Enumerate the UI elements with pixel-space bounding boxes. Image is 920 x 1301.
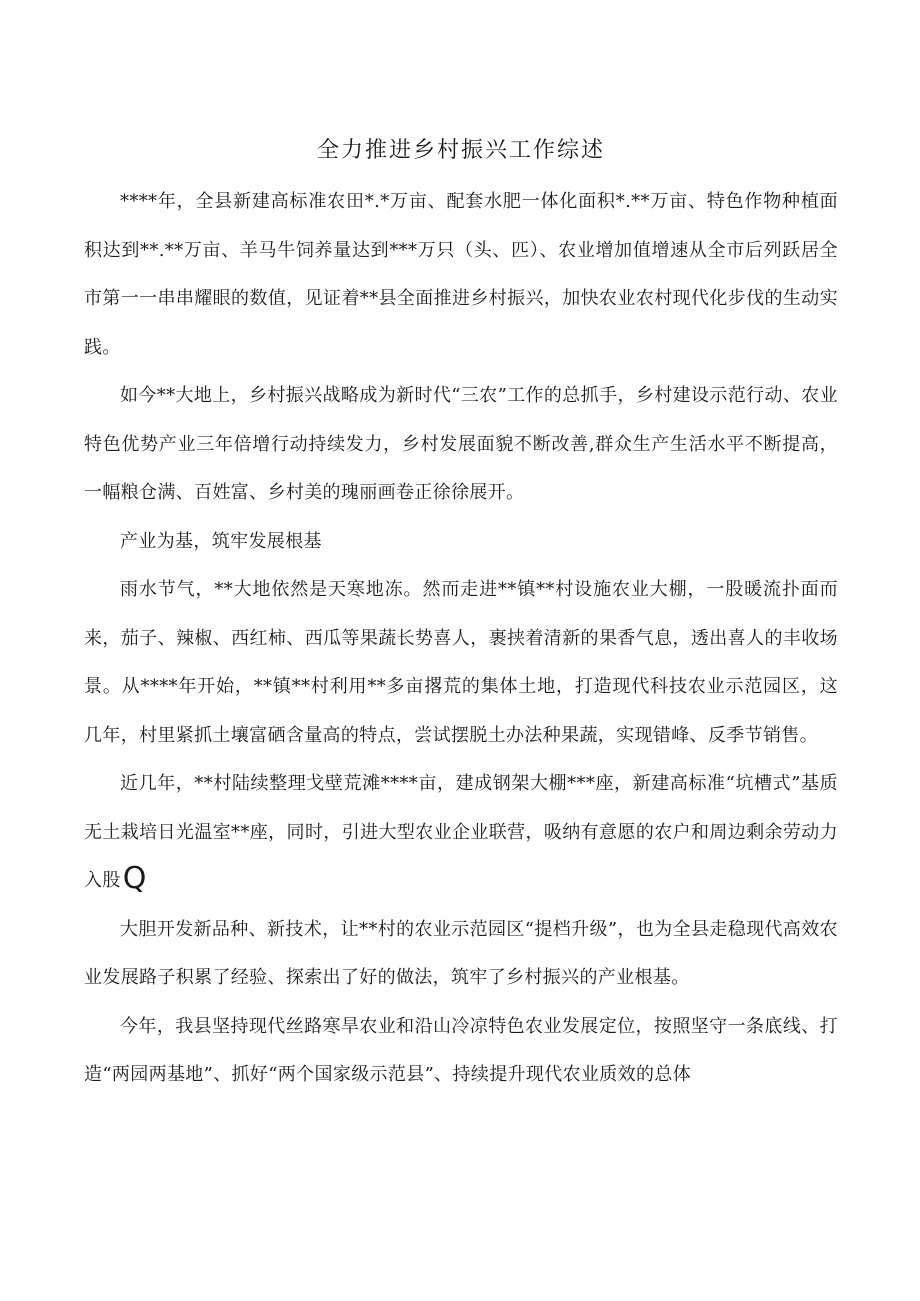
- section-heading-industry: 产业为基，筑牢发展根基: [120, 530, 322, 552]
- paragraph-statistics: ****年，全县新建高标准农田*.*万亩、配套水肥一体化面积*.**万亩、特色作物种植面积达到**.**万亩、羊马牛饲养量达到***万只（头、匹）、农业增加值增速从全市后列跃居全市第一一串串耀眼的数值，见证着**县全面推进乡村振兴，加快农业农村现代化步伐的生动实践。: [84, 191, 838, 358]
- paragraph-greenhouse: 雨水节气，**大地依然是天寒地冻。然而走进**镇**村设施农业大棚，一股暖流扑面而来，茄子、辣椒、西红柿、西瓜等果蔬长势喜人，裹挟着清新的果香气息，透出喜人的丰收场景。从****年开始，**镇**村利用**多亩撂荒的集体土地，打造现代科技农业示范园区，这几年，村里紧抓土壤富硒含量高的特点，尝试摆脱土办法种果蔬，实现错峰、反季节销售。: [84, 579, 838, 746]
- paragraph-new-varieties: 大胆开发新品种、新技术，让**村的农业示范园区“提档升级”，也为全县走稳现代高效农业发展路子积累了经验、探索出了好的做法，筑牢了乡村振兴的产业根基。: [84, 918, 838, 988]
- paragraph-strategy: 如今**大地上，乡村振兴战略成为新时代“三农”工作的总抓手，乡村建设示范行动、农业特色优势产业三年倍增行动持续发力，乡村发展面貌不断改善,群众生产生活水平不断提高，一幅粮仓满、百姓富、乡村美的瑰丽画卷正徐徐展开。: [84, 385, 838, 503]
- paragraph-recent-years: [84, 760, 838, 906]
- q-symbol: Q: [122, 861, 147, 896]
- document-title: 全力推进乡村振兴工作综述: [316, 138, 605, 163]
- paragraph-this-year: 今年，我县坚持现代丝路寒旱农业和沿山冷凉特色农业发展定位，按照坚守一条底线、打造“两园两基地”、抓好“两个国家级示范县”、持续提升现代农业质效的总体: [84, 1015, 838, 1085]
- paragraph-recent-years-text: 近几年，**村陆续整理戈壁荒滩****亩，建成钢架大棚***座，新建高标准“坑槽式”基质无土栽培日光温室**座，同时，引进大型农业企业联营，吸纳有意愿的农户和周边剩余劳动力入股: [84, 773, 838, 891]
